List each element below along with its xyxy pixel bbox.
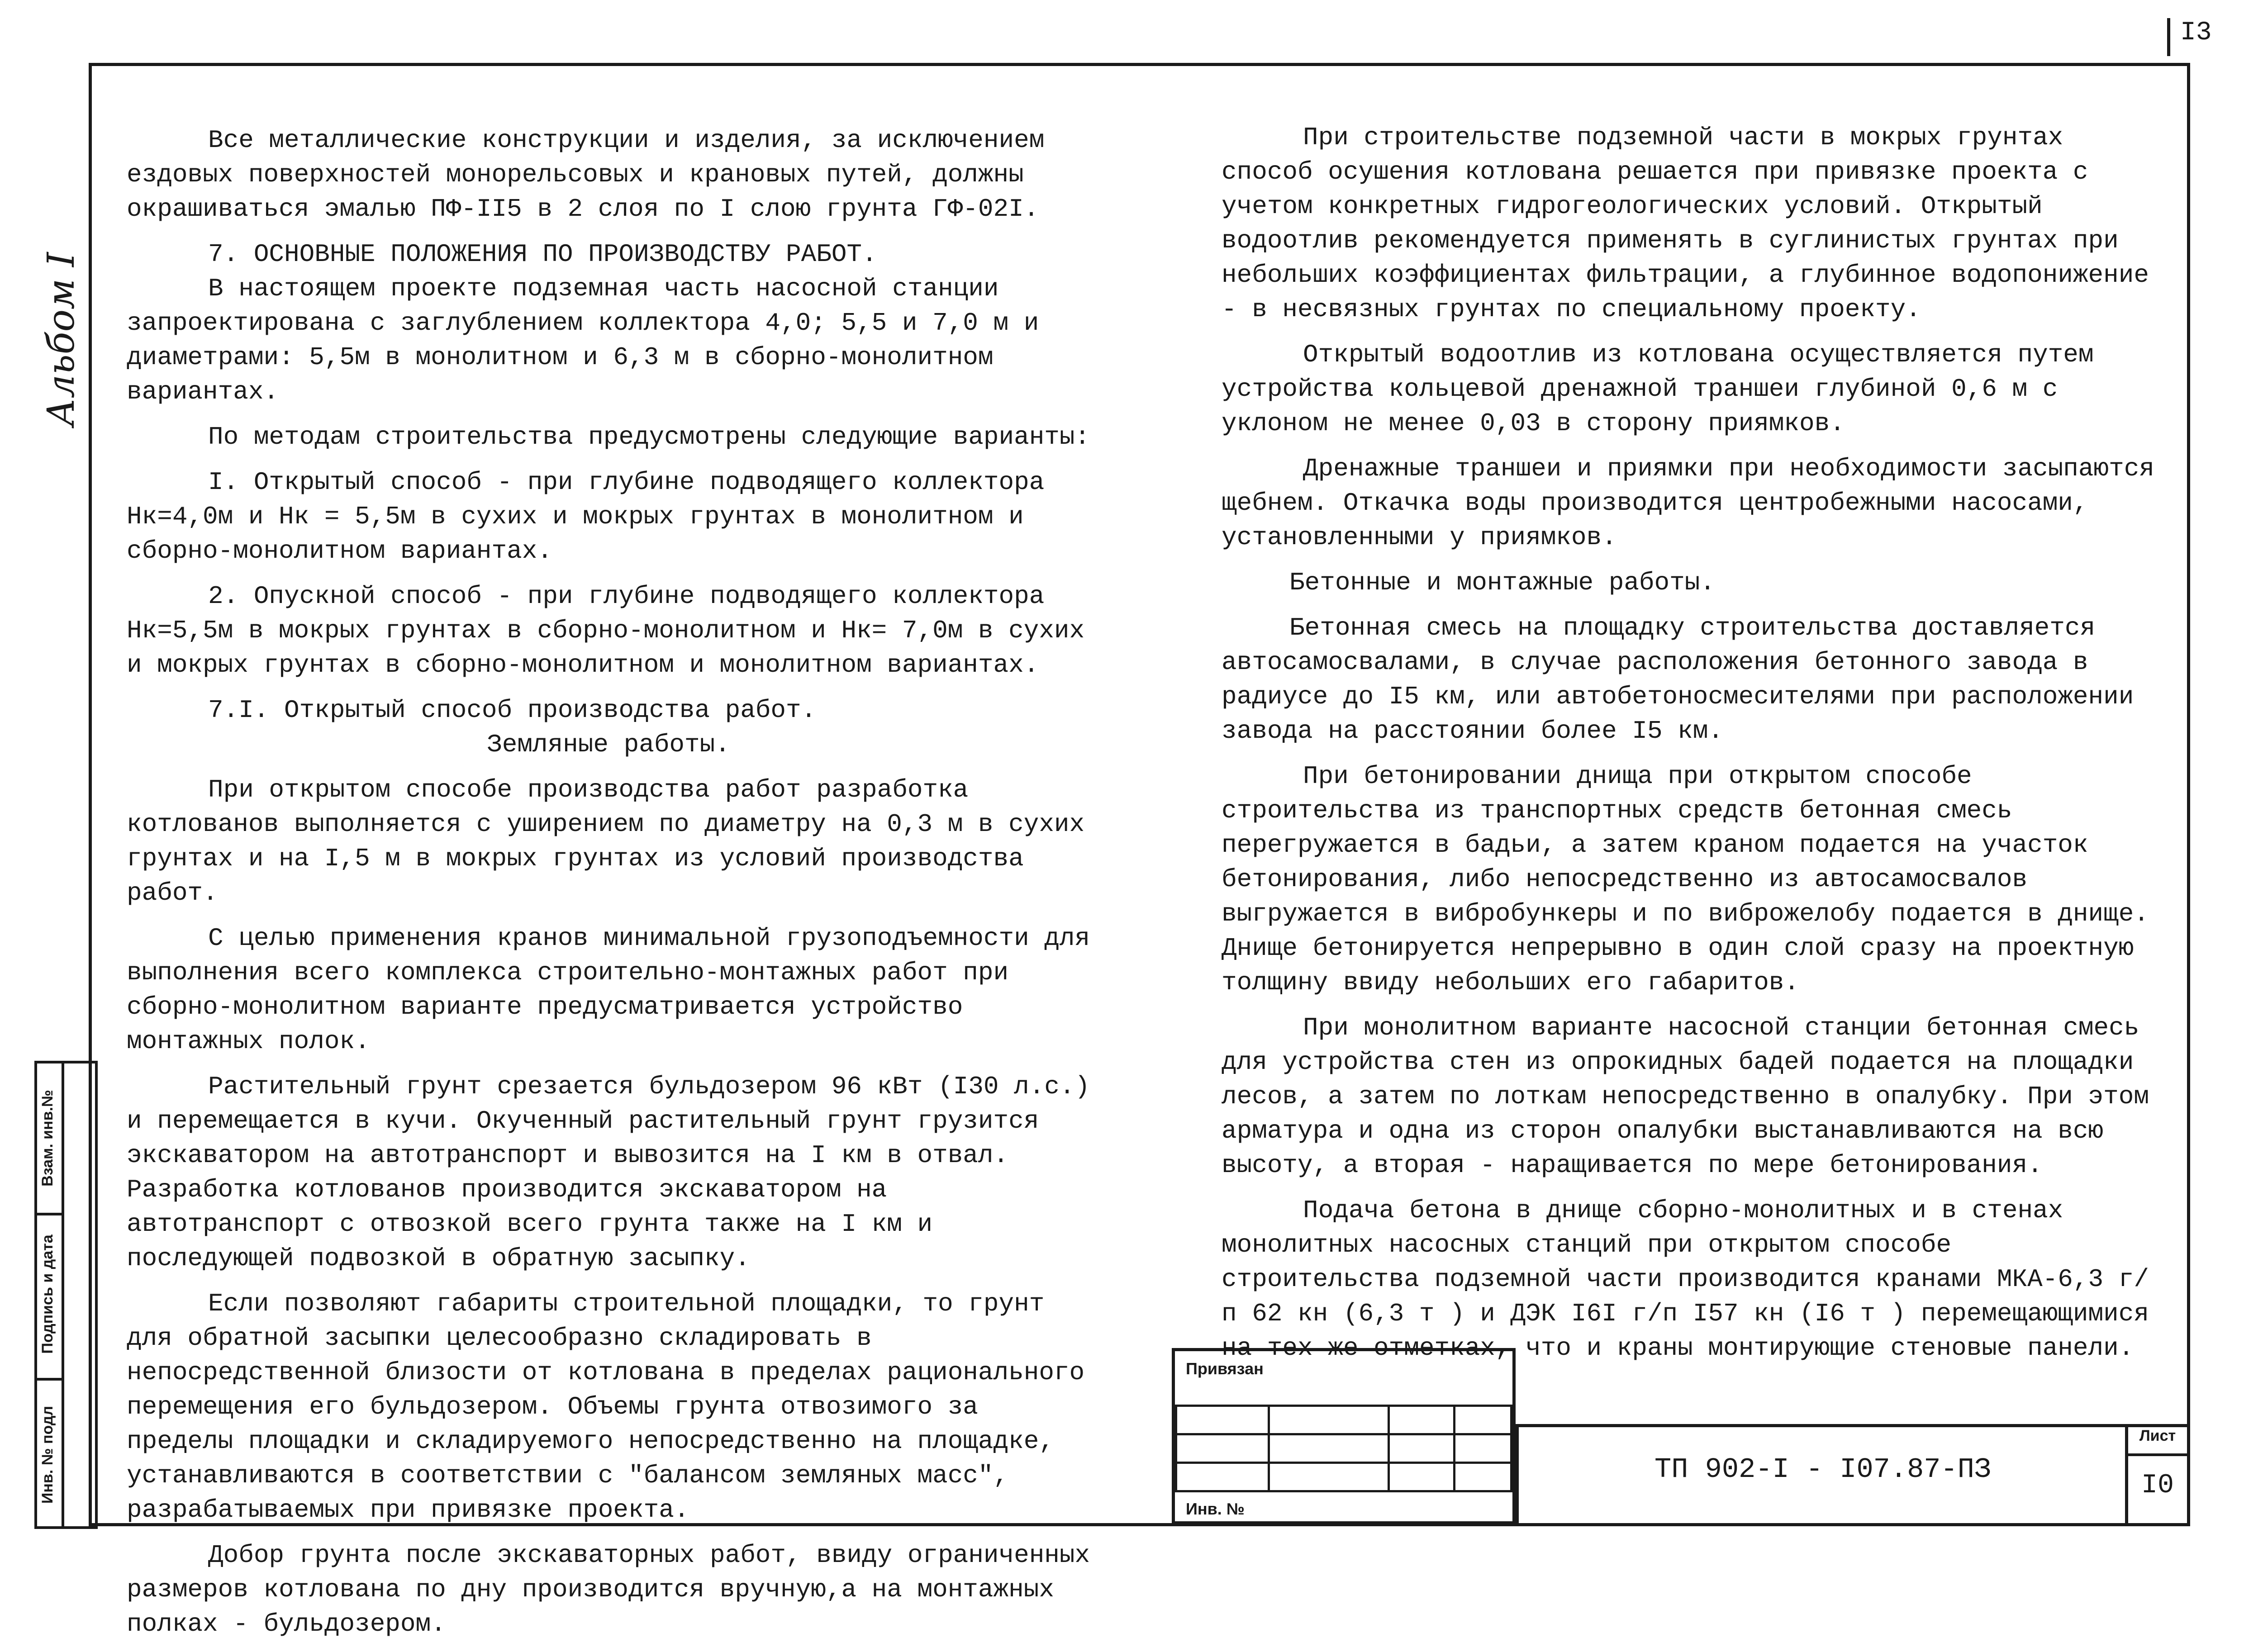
stamp-cell bbox=[1455, 1463, 1512, 1491]
stamp-cell bbox=[1269, 1434, 1389, 1463]
sheet-cell bbox=[2125, 1427, 2187, 1523]
document-code: ТП 902-I - I07.87-ПЗ bbox=[1654, 1453, 1992, 1486]
subsection-subheading: Земляные работы. bbox=[487, 730, 730, 759]
sheet-number: I0 bbox=[2141, 1470, 2174, 1501]
stamp-cell bbox=[1389, 1463, 1455, 1491]
paragraph: При монолитном варианте насосной станции бетонная смесь для устройства стен из опрокидных бадей подается на площадки лесов, а затем по лоткам непосредственно в опалубку. При этом арматура и одна из сторон опалубки выстанавливаются на всю высоту, а вторая - наращивается по мере бетонирования. bbox=[1222, 1013, 2149, 1180]
paragraph: С целью применения кранов минимальной грузоподъемности для выполнения всего комплекса строительно-монтажных работ при сборно-монолитном варианте предусматривается устройство монтажных полок. bbox=[127, 924, 1090, 1056]
stamp-cell bbox=[1455, 1406, 1512, 1434]
album-label: Альбом I bbox=[40, 252, 83, 427]
paragraph: В настоящем проекте подземная часть насосной станции запроектирована с заглублением коллектора 4,0; 5,5 и 7,0 м и диаметрами: 5,5м в монолитном и 6,3 м в сборно-монолитном вариантах. bbox=[127, 274, 1039, 406]
sheet-label: Лист bbox=[2128, 1427, 2187, 1456]
side-label-inv-podl: Инв. № подл bbox=[39, 1405, 56, 1504]
paragraph: Подача бетона в днище сборно-монолитных и в стенах монолитных насосных станций при открытом способе строительства подземной части производится кранами МКА-6,3 г/п 62 кн (6,3 т ) и ДЭК I6I г/п I57 кн (I6 т ) перемещающимися на тех же отметках, что и краны монтирующие стеновые панели. bbox=[1222, 1196, 2149, 1362]
paragraph: Добор грунта после экскаваторных работ, ввиду ограниченных размеров котлована по дну производится вручную,а на монтажных полках - бульдозером. bbox=[127, 1541, 1090, 1638]
stamp-label-privyazan: Привязан bbox=[1186, 1359, 1264, 1378]
side-stamp-divider bbox=[62, 1063, 64, 1526]
binding-stamp bbox=[1172, 1348, 1516, 1524]
section-heading: Бетонные и монтажные работы. bbox=[1289, 568, 1715, 597]
paragraph: Растительный грунт срезается бульдозером 96 кВт (I30 л.с.) и перемещается в кучи. Окученный растительный грунт грузится экскаватором на автотранспорт и вывозится на I км в отвал. Разработка котлованов производится экскаватором на автотранспорт с отвозкой всего грунта также на I км и последующей подвозкой в обратную засыпку. bbox=[127, 1072, 1090, 1273]
paragraph: Открытый водоотлив из котлована осуществляется путем устройства кольцевой дренажной траншеи глубиной 0,6 м с уклоном не менее 0,03 в сторону приямков. bbox=[1222, 340, 2094, 438]
stamp-cell bbox=[1269, 1463, 1389, 1491]
stamp-label-inv-no: Инв. № bbox=[1186, 1500, 1245, 1518]
stamp-cell bbox=[1389, 1434, 1455, 1463]
page-number: I3 bbox=[2167, 18, 2230, 56]
stamp-cell bbox=[1389, 1406, 1455, 1434]
subsection-heading: 7.I. Открытый способ производства работ. bbox=[208, 696, 817, 725]
title-block bbox=[1516, 1424, 2190, 1526]
left-text-column bbox=[127, 123, 1090, 1652]
paragraph: При строительстве подземной части в мокрых грунтах способ осушения котлована решается при привязке проекта с учетом конкретных гидрогеологических условий. Открытый водоотлив рекомендуется применять в суглинистых грунтах при небольших коэффициентах фильтрации, а глубинное водопонижение - в несвязных грунтах по специальному проекту. bbox=[1222, 123, 2149, 324]
stamp-cell bbox=[1269, 1406, 1389, 1434]
paragraph: Дренажные траншеи и приямки при необходимости засыпаются щебнем. Откачка воды производится центробежными насосами, установленными у приямков. bbox=[1222, 454, 2154, 552]
right-text-column bbox=[1222, 120, 2163, 1376]
paragraph: 2. Опускной способ - при глубине подводящего коллектора Нк=5,5м в мокрых грунтах в сборно-монолитном и Нк= 7,0м в сухих и мокрых грунтах в сборно-монолитном и монолитном вариантах. bbox=[127, 582, 1085, 679]
paragraph: Все металлические конструкции и изделия, за исключением ездовых поверхностей монорельсовых и крановых путей, должны окрашиваться эмалью ПФ-II5 в 2 слоя по I слою грунта ГФ-02I. bbox=[127, 126, 1045, 223]
paragraph: По методам строительства предусмотрены следующие варианты: bbox=[208, 422, 1090, 451]
paragraph: Если позволяют габариты строительной площадки, то грунт для обратной засыпки целесообразно складировать в непосредственной близости от котлована в пределах рационального перемещения его бульдозером. Объемы грунта отвозимого за пределы площадки и складируемого непосредственно на площадке, устанавливаются в соответствии с "балансом земляных масс", разрабатываемых при привязке проекта. bbox=[127, 1289, 1085, 1524]
paragraph: Бетонная смесь на площадку строительства доставляется автосамосвалами, в случае расположения бетонного завода в радиусе до I5 км, или автобетоносмесителями при расположении завода на расстоянии более I5 км. bbox=[1222, 613, 2134, 745]
stamp-grid bbox=[1175, 1405, 1512, 1492]
stamp-cell bbox=[1176, 1463, 1269, 1491]
stamp-cell bbox=[1176, 1434, 1269, 1463]
side-label-vzam-inv: Взам. инв.№ bbox=[39, 1090, 56, 1187]
side-stamp bbox=[34, 1061, 98, 1529]
section-heading: 7. ОСНОВНЫЕ ПОЛОЖЕНИЯ ПО ПРОИЗВОДСТВУ РАБОТ. bbox=[208, 240, 877, 269]
stamp-cell bbox=[1455, 1434, 1512, 1463]
stamp-cell bbox=[1176, 1406, 1269, 1434]
paragraph: I. Открытый способ - при глубине подводящего коллектора Нк=4,0м и Нк = 5,5м в сухих и мокрых грунтах в монолитном и сборно-монолитном вариантах. bbox=[127, 468, 1045, 565]
side-label-podpis-data: Подпись и дата bbox=[39, 1234, 56, 1354]
paragraph: При бетонировании днища при открытом способе строительства из транспортных средств бетонная смесь перегружается в бадьи, а затем краном подается на участок бетонирования, либо непосредственно из автосамосвалов выгружается в вибробункеры и по виброжелобу подается в днище. Днище бетонируется непрерывно в один слой сразу на проектную толщину ввиду небольших его габаритов. bbox=[1222, 762, 2149, 997]
paragraph: При открытом способе производства работ разработка котлованов выполняется с уширением по диаметру на 0,3 м в сухих грунтах и на I,5 м в мокрых грунтах из условий производства работ. bbox=[127, 775, 1085, 907]
